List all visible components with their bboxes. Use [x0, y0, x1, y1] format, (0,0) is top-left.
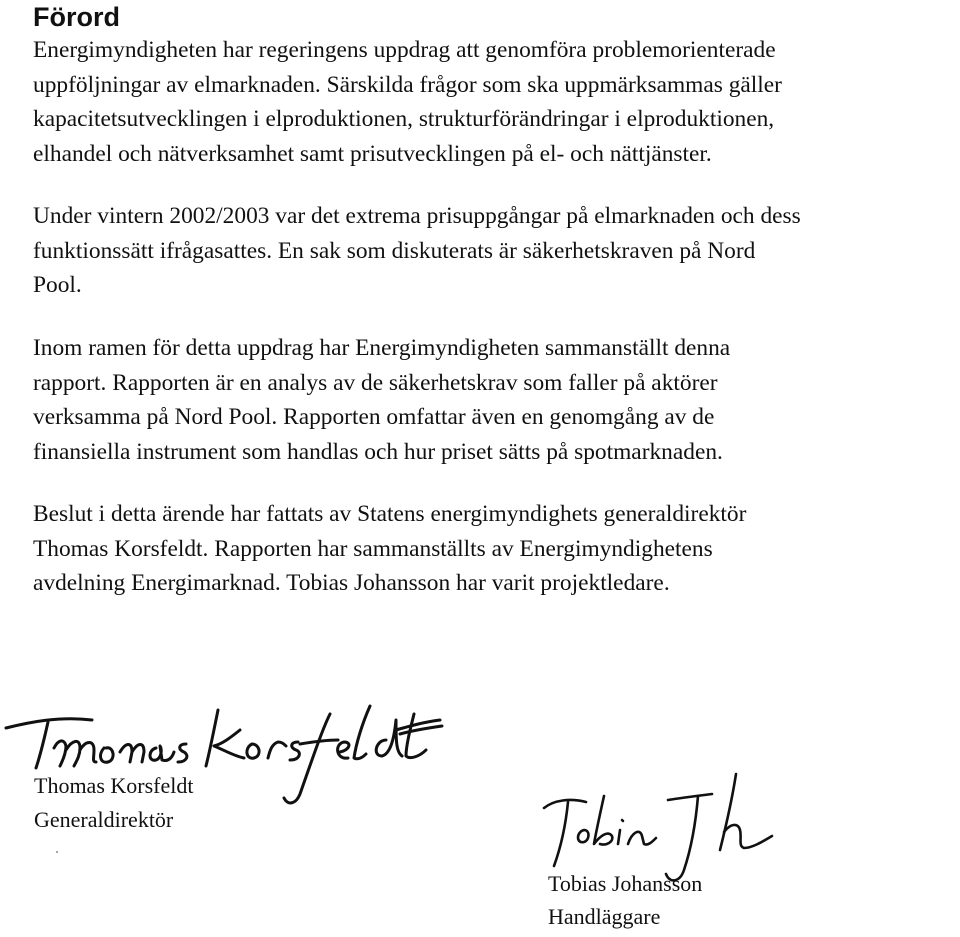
text-line: Beslut i detta ärende har fattats av Statens energimyndighets generaldirektör: [33, 501, 747, 527]
text-line: Pool.: [33, 272, 82, 298]
text-line: uppföljningar av elmarknaden. Särskilda frågor som ska uppmärksammas gäller: [33, 71, 782, 98]
page-heading: Förord: [33, 2, 120, 32]
text-line: avdelning Energimarknad. Tobias Johansson har varit projektledare.: [33, 570, 670, 596]
text-line: Inom ramen för detta uppdrag har Energimyndigheten sammanställt denna: [33, 335, 731, 361]
scan-speck: [56, 851, 58, 853]
paragraph-decision: [33, 497, 960, 601]
text-line: Under vintern 2002/2003 var det extrema prisuppgångar på elmarknaden och dess: [33, 203, 801, 229]
signatory-name: Thomas Korsfeldt: [34, 773, 194, 798]
paragraph-intro: [33, 33, 960, 171]
signatory-title: Generaldirektör: [34, 807, 174, 832]
paragraph-winter: [33, 199, 960, 303]
text-line: funktionssätt ifrågasattes. En sak som diskuterats är säkerhetskraven på Nord: [33, 237, 756, 264]
text-line: rapport. Rapporten är en analys av de säkerhetskrav som faller på aktörer: [33, 369, 718, 396]
signatory-title: Handläggare: [548, 904, 661, 929]
text-line: kapacitetsutvecklingen i elproduktionen, strukturförändringar i elproduktionen,: [33, 106, 775, 132]
paragraph-report: [33, 331, 960, 469]
text-line: finansiella instrument som handlas och hur priset sätts på spotmarknaden.: [33, 438, 723, 465]
text-line: Energimyndigheten har regeringens uppdrag att genomföra problemorienterade: [33, 37, 776, 63]
text-line: elhandel och nätverksamhet samt prisutvecklingen på el- och nättjänster.: [33, 140, 712, 167]
text-line: Thomas Korsfeldt. Rapporten har sammanställts av Energimyndighetens: [33, 535, 713, 562]
text-line: verksamma på Nord Pool. Rapporten omfattar även en genomgång av de: [33, 404, 715, 430]
signatory-name: Tobias Johansson: [548, 871, 703, 896]
